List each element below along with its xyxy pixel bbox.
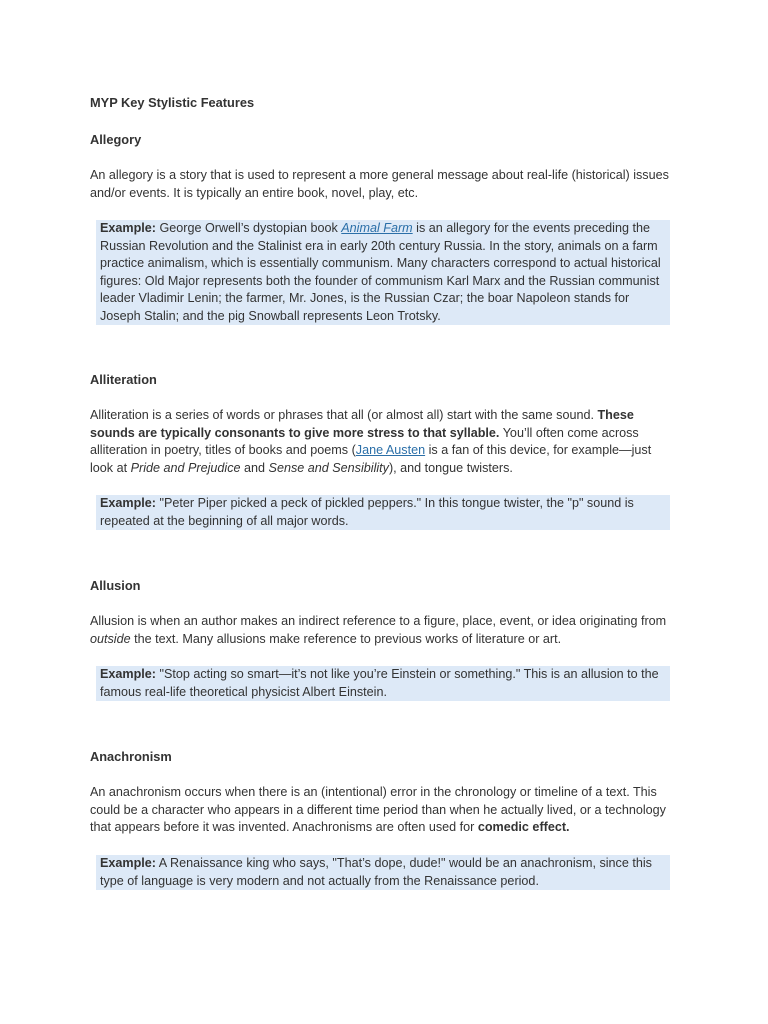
section-heading-anachronism: Anachronism: [90, 749, 172, 764]
example-label: Example:: [100, 856, 156, 870]
definition-text: ), and tongue twisters.: [388, 460, 513, 475]
example-text: is an allegory for the events preceding the Russian Revolution and the Stalinist era in early 20th century Russia. In the story, animals on a farm practice animalism, which is essentially communism. Many characters correspond to actual historical figures: Old Major represents both the founder of communism Karl Marx and the Russian communist leader Vladimir Lenin; the farmer, Mr. Jones, is the Russian Czar; the boar Napoleon stands for Joseph Stalin; and the pig Snowball represents Leon Trotsky.: [100, 221, 661, 323]
example-text: George Orwell’s dystopian book: [156, 221, 342, 235]
anachronism-example: [96, 855, 670, 890]
pride-and-prejudice-title: Pride and Prejudice: [130, 460, 241, 475]
definition-text: An anachronism occurs when there is an (intentional) error in the chronology or timeline of a text. This could be a character who appears in a different time period than when he actually lived, or a technology that appears before it was invented. Anachronisms are often used for: [90, 785, 666, 834]
example-label: Example:: [100, 496, 156, 510]
allegory-definition-text: An allegory is a story that is used to represent a more general message about real-life (historical) issues and/or events. It is typically an entire book, novel, play, etc.: [90, 168, 669, 200]
definition-text: Allusion is when an author makes an indirect reference to a figure, place, event, or idea originating from: [90, 614, 667, 628]
allegory-definition: [90, 167, 675, 202]
example-text: "Peter Piper picked a peck of pickled peppers." In this tongue twister, the "p" sound is repeated at the beginning of all major words.: [100, 496, 634, 528]
definition-text: and: [240, 460, 269, 475]
definition-bold-text: These sounds are typically consonants to give more stress to that syllable.: [90, 408, 634, 440]
example-text: A Renaissance king who says, "That’s dope, dude!" would be an anachronism, since this type of language is very modern and not actually from the Renaissance period.: [100, 856, 652, 888]
allusion-definition: [90, 613, 675, 648]
sense-and-sensibility-title: Sense and Sensibility: [268, 460, 389, 475]
example-label: Example:: [100, 667, 156, 681]
section-heading-alliteration: Alliteration: [90, 372, 157, 387]
anachronism-definition: [90, 784, 675, 837]
example-label: Example:: [100, 221, 156, 235]
jane-austen-link[interactable]: Jane Austen: [355, 443, 426, 457]
document-title: MYP Key Stylistic Features: [90, 95, 255, 110]
section-heading-allegory: Allegory: [90, 132, 142, 147]
definition-italic-text: outside: [90, 631, 131, 646]
allusion-example: [96, 666, 670, 701]
definition-text: Alliteration is a series of words or phrases that all (or almost all) start with the same sound.: [90, 408, 598, 422]
example-text: "Stop acting so smart—it’s not like you’re Einstein or something." This is an allusion to the famous real-life theoretical physicist Albert Einstein.: [100, 667, 659, 699]
section-heading-allusion: Allusion: [90, 578, 141, 593]
allegory-example: [96, 220, 670, 325]
animal-farm-link[interactable]: Animal Farm: [341, 221, 413, 235]
definition-text: You’ll often come across alliteration in poetry, titles of books and poems (: [90, 425, 639, 457]
alliteration-definition: [90, 407, 675, 477]
alliteration-example: [96, 495, 670, 530]
definition-text: the text. Many allusions make reference to previous works of literature or art.: [130, 631, 562, 646]
definition-bold-text: comedic effect.: [477, 820, 570, 834]
definition-text: is a fan of this device, for example—just look at: [90, 443, 652, 475]
